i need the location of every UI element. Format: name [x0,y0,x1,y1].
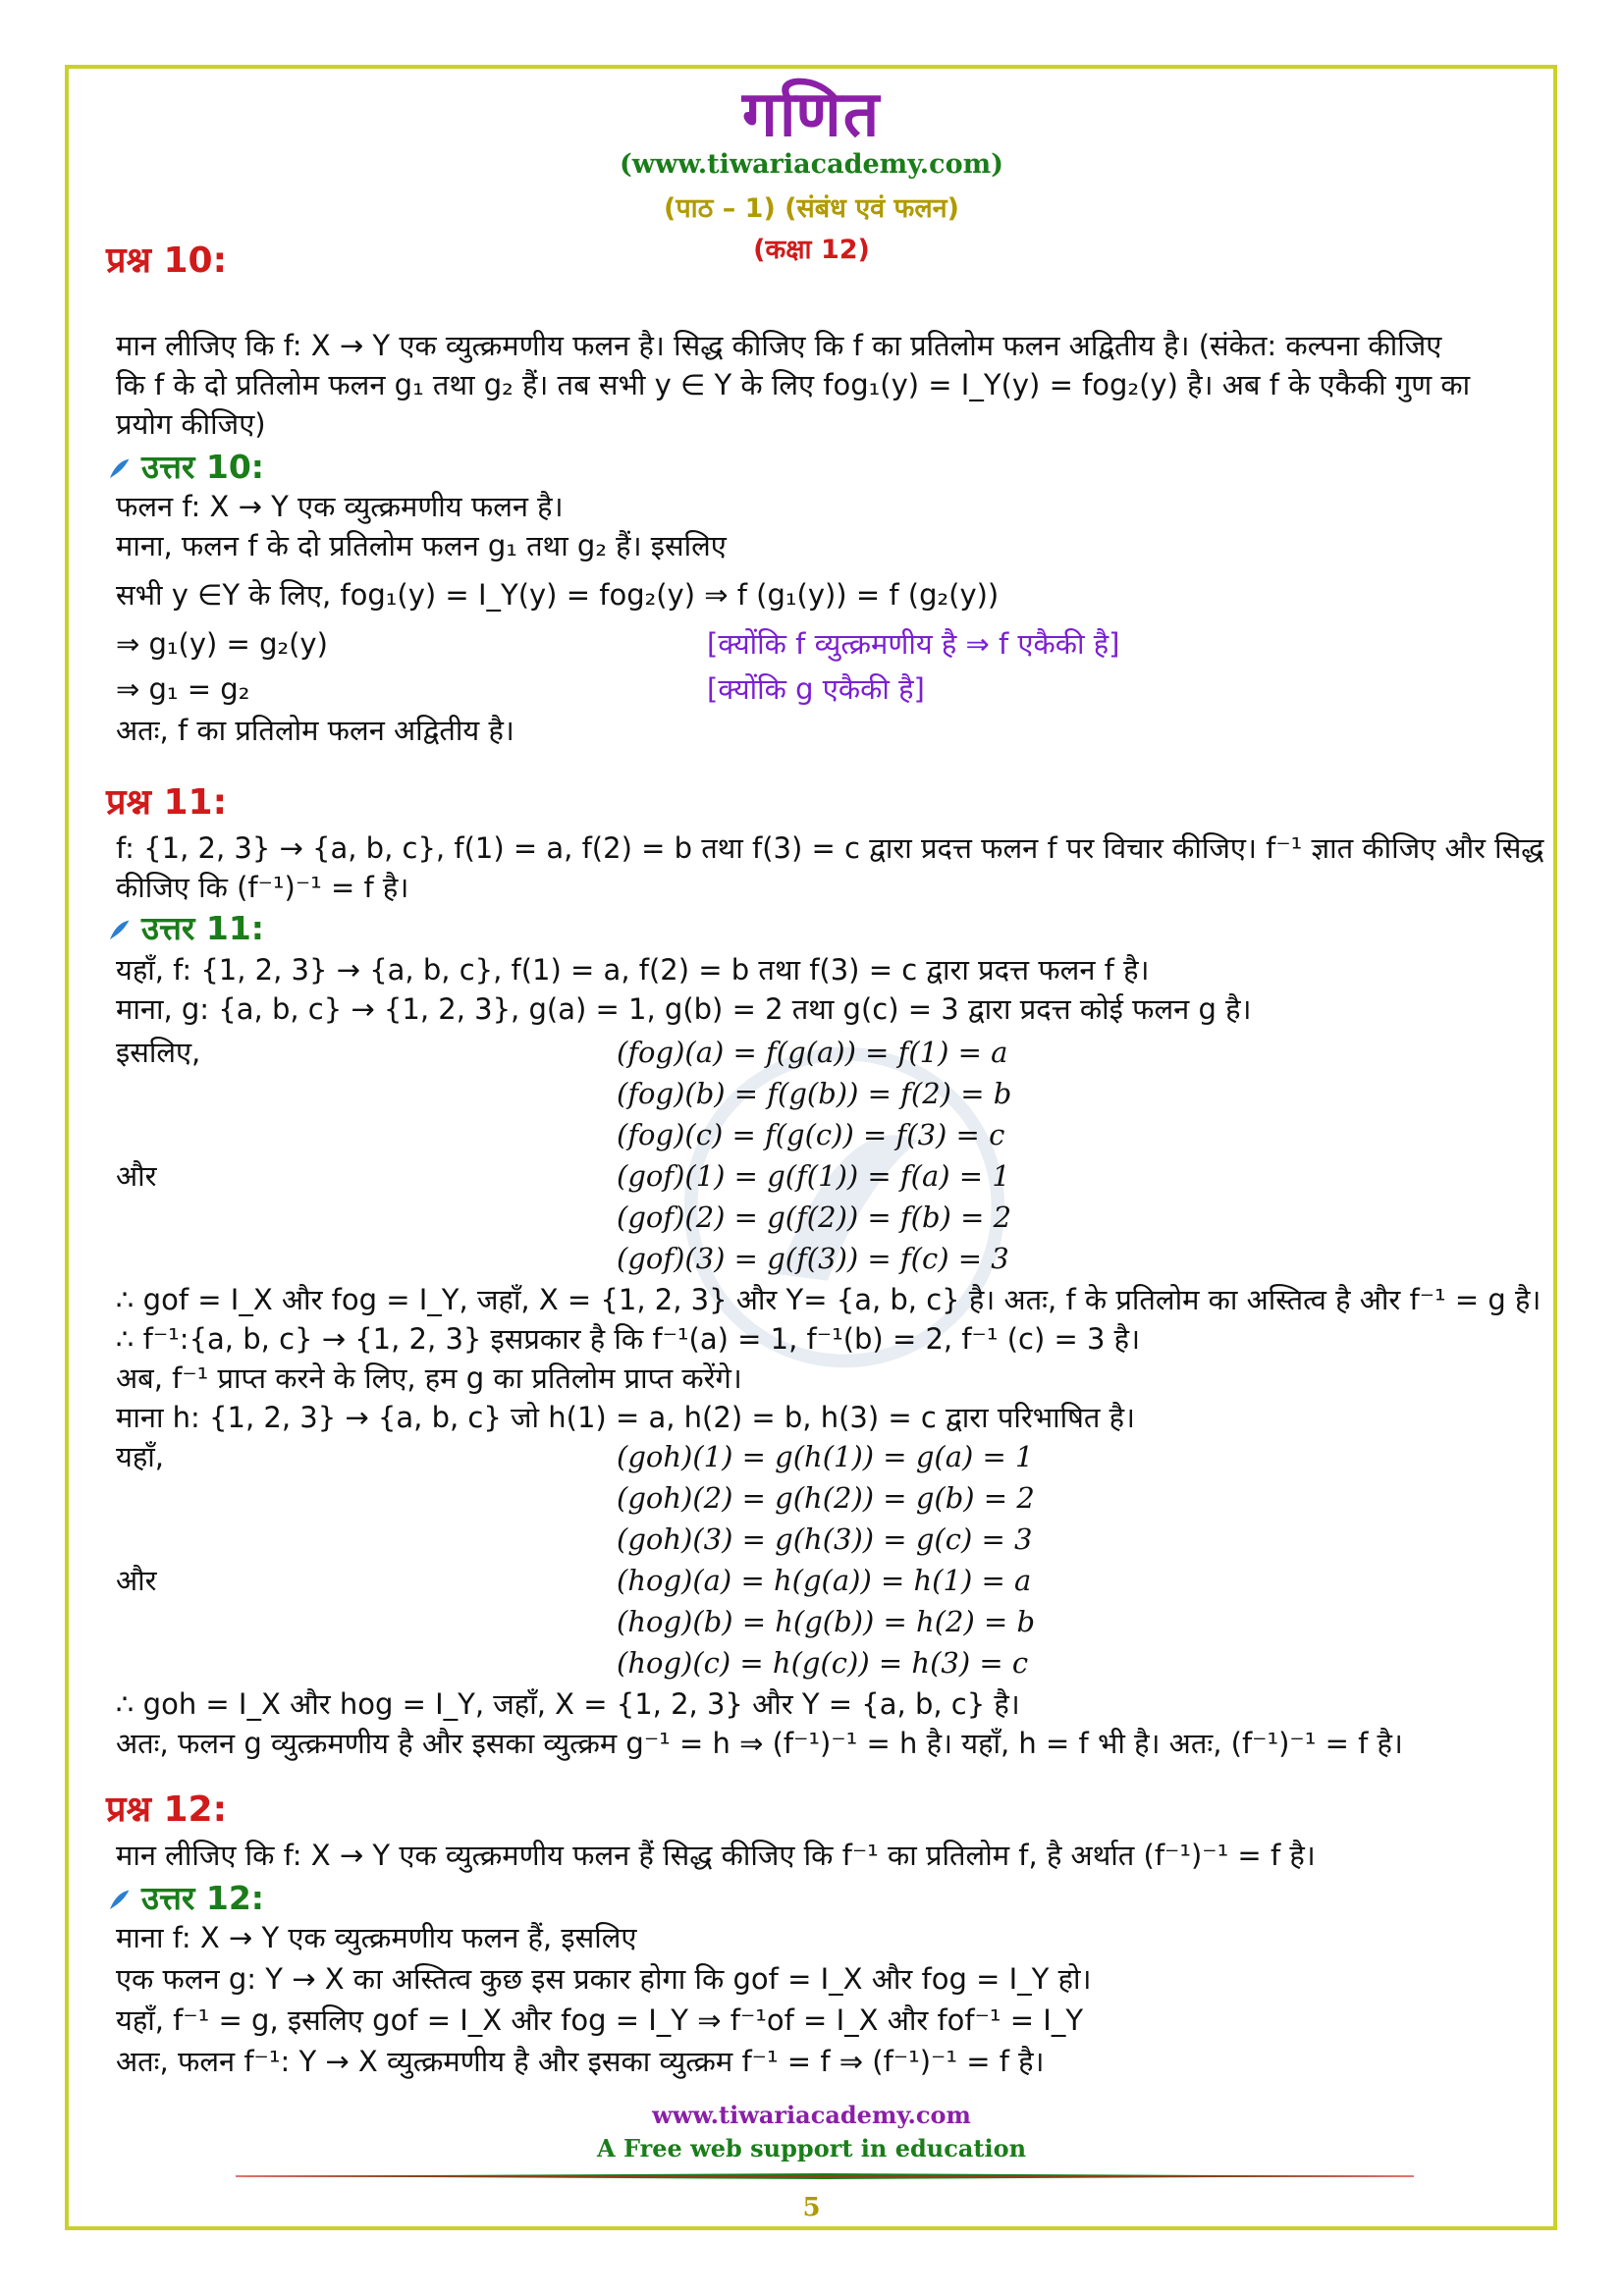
question-11-heading: प्रश्न 11: [106,782,227,823]
footer-tagline: A Free web support in education [596,2134,1027,2163]
question-12-heading: प्रश्न 12: [106,1789,227,1830]
q11-mid-line: अब, f⁻¹ प्राप्त करने के लिए, हम g का प्रतिलोम प्राप्त करेंगे। [116,1362,742,1395]
answer-12-heading: उत्तर 12: [106,1879,264,1918]
equation-fog-b: (fog)(b) = f(g(b)) = f(2) = b [617,1077,1012,1110]
q11-mid-line: ∴ gof = I_X और fog = I_Y, जहाँ, X = {1, 2, 3} और Y= {a, b, c} है। अतः, f के प्रतिलोम का अस्तित्व है और f⁻¹ = g है। [116,1283,1542,1316]
equation-hog-a: (hog)(a) = h(g(a)) = h(1) = a [617,1564,1032,1597]
q11-end-line: ∴ goh = I_X और hog = I_Y, जहाँ, X = {1, 2, 3} और Y = {a, b, c} है। [116,1687,1020,1721]
chapter-label: (पाठ – 1) (संबंध एवं फलन) [664,193,959,224]
equation-gof-3: (gof)(3) = g(f(3)) = f(c) = 3 [617,1242,1009,1275]
q12-text-line: मान लीजिए कि f: X → Y एक व्युत्क्रमणीय फलन हैं सिद्ध कीजिए कि f⁻¹ का प्रतिलोम f, है अर्थात (f⁻¹)⁻¹ = f है। [116,1839,1316,1872]
header-site: (www.tiwariacademy.com) [620,149,1003,180]
feather-pen-icon [106,456,132,482]
equation-gof-2: (gof)(2) = g(f(2)) = f(b) = 2 [617,1201,1012,1234]
page-number: 5 [802,2193,821,2222]
footer-divider [236,2173,1414,2179]
equation-goh-3: (goh)(3) = g(h(3)) = g(c) = 3 [617,1522,1033,1556]
class-label: (कक्षा 12) [753,235,870,265]
label-therefore: इसलिए, [116,1036,201,1069]
equation-goh-2: (goh)(2) = g(h(2)) = g(b) = 2 [617,1481,1035,1515]
label-here: यहाँ, [116,1440,164,1473]
footer-site-link[interactable]: www.tiwariacademy.com [652,2101,971,2129]
question-10-heading: प्रश्न 10: [106,240,227,281]
q12-answer-line: माना f: X → Y एक व्युत्क्रमणीय फलन हैं, इसलिए [116,1921,637,1954]
equation-hog-c: (hog)(c) = h(g(c)) = h(3) = c [617,1646,1029,1680]
q10-note: [क्योंकि g एकैकी है] [707,672,925,706]
q11-answer-line: यहाँ, f: {1, 2, 3} → {a, b, c}, f(1) = a, f(2) = b तथा f(3) = c द्वारा प्रदत्त फलन f है। [116,953,1150,987]
q10-text-line: मान लीजिए कि f: X → Y एक व्युत्क्रमणीय फलन है। सिद्ध कीजिए कि f का प्रतिलोम फलन अद्वितीय है। (संकेत: कल्पना कीजिए [116,329,1442,362]
q12-answer-line: एक फलन g: Y → X का अस्तित्व कुछ इस प्रकार होगा कि gof = I_X और fog = I_Y हो। [116,1962,1092,1996]
q10-note: [क्योंकि f व्युत्क्रमणीय है ⇒ f एकैकी है] [707,627,1120,661]
q11-mid-line: माना h: {1, 2, 3} → {a, b, c} जो h(1) = a, h(2) = b, h(3) = c द्वारा परिभाषित है। [116,1401,1135,1434]
label-and: और [116,1564,157,1597]
q10-answer-line: ⇒ g₁(y) = g₂(y) [116,627,328,661]
answer-11-heading: उत्तर 11: [106,909,264,948]
feather-pen-icon [106,1888,132,1913]
page-title: गणित [741,79,882,151]
q10-answer-line: अतः, f का प्रतिलोम फलन अद्वितीय है। [116,714,514,747]
equation-goh-1: (goh)(1) = g(h(1)) = g(a) = 1 [617,1440,1034,1473]
q10-answer-line: ⇒ g₁ = g₂ [116,672,250,706]
q11-mid-line: ∴ f⁻¹:{a, b, c} → {1, 2, 3} इसप्रकार है कि f⁻¹(a) = 1, f⁻¹(b) = 2, f⁻¹ (c) = 3 है। [116,1322,1141,1356]
q12-answer-line: यहाँ, f⁻¹ = g, इसलिए gof = I_X और fog = I_Y ⇒ f⁻¹of = I_X और fof⁻¹ = I_Y [116,2003,1084,2037]
equation-hog-b: (hog)(b) = h(g(b)) = h(2) = b [617,1605,1036,1638]
equation-fog-a: (fog)(a) = f(g(a)) = f(1) = a [617,1036,1008,1069]
equation-gof-1: (gof)(1) = g(f(1)) = f(a) = 1 [617,1159,1010,1193]
q10-answer-line: फलन f: X → Y एक व्युत्क्रमणीय फलन है। [116,490,564,523]
answer-10-heading: उत्तर 10: [106,448,264,487]
q11-answer-line: माना, g: {a, b, c} → {1, 2, 3}, g(a) = 1, g(b) = 2 तथा g(c) = 3 द्वारा प्रदत्त कोई फलन g है। [116,992,1252,1026]
feather-pen-icon [106,918,132,943]
q10-answer-line: सभी y ∈Y के लिए, fog₁(y) = I_Y(y) = fog₂(y) ⇒ f (g₁(y)) = f (g₂(y)) [116,578,1000,612]
q11-end-line: अतः, फलन g व्युत्क्रमणीय है और इसका व्युत्क्रम g⁻¹ = h ⇒ (f⁻¹)⁻¹ = h है। यहाँ, h = f भी है। अतः, (f⁻¹)⁻¹ = f है। [116,1727,1403,1760]
q10-answer-line: माना, फलन f के दो प्रतिलोम फलन g₁ तथा g₂ हैं। इसलिए [116,529,727,562]
q12-answer-line: अतः, फलन f⁻¹: Y → X व्युत्क्रमणीय है और इसका व्युत्क्रम f⁻¹ = f ⇒ (f⁻¹)⁻¹ = f है। [116,2045,1045,2078]
q11-text-line: कीजिए कि (f⁻¹)⁻¹ = f है। [116,871,409,904]
equation-fog-c: (fog)(c) = f(g(c)) = f(3) = c [617,1118,1005,1151]
q10-text-line: कि f के दो प्रतिलोम फलन g₁ तथा g₂ हैं। तब सभी y ∈ Y के लिए fog₁(y) = I_Y(y) = fog₂(y) है। अब f के एकैकी गुण का [116,368,1471,401]
label-and: और [116,1159,157,1193]
q11-text-line: f: {1, 2, 3} → {a, b, c}, f(1) = a, f(2) = b तथा f(3) = c द्वारा प्रदत्त फलन f पर विचार कीजिए। f⁻¹ ज्ञात कीजिए और सिद्ध [116,831,1544,865]
q10-text-line: प्रयोग कीजिए) [116,407,266,441]
